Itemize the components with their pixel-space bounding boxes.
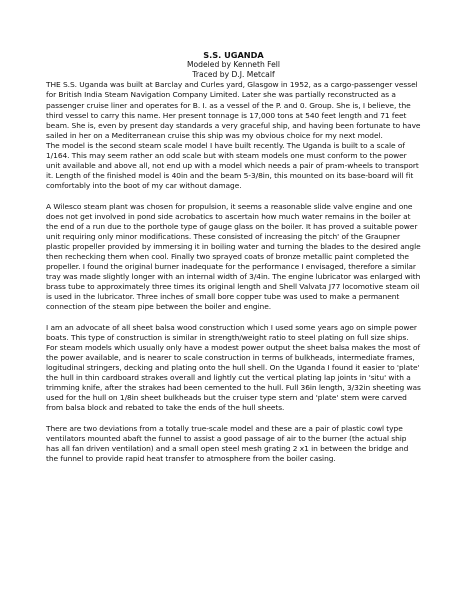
byline-traced: Traced by D.J. Metcalf: [192, 70, 275, 80]
paragraph-steam-plant: A Wilesco steam plant was chosen for propulsion, it seems a reasonable slide valve engine and one does not get involved in pond side acrobatics to ascertain how much water remains in the boiler at the end of a run due to the porthole type of gauge glass on the boiler. It has proved a suitable power unit requiring only minor modifications. These consisted of increasing the pitch' of the Graupner plastic propeller provided by immersing it in boiling water and turning the blades to the desired angle then rechecking them when cool. Finally two sprayed coats of bronze metallic paint completed the propeller. I found the original burner inadequate for the performance I envisaged, therefore a similar tray was made slightly longer with an internal width of 3/4in. The engine lubricator was enlarged with brass tube to approximately three times its original length and Shell Valvata J77 locomotive steam oil is used in the lubricator. Three inches of small bore copper tube was used to make a permanent connection of the steam pipe between the boiler and engine.: [46, 201, 421, 312]
byline-modeled: Modeled by Kenneth Fell: [186, 60, 281, 70]
document-page: [46, 50, 421, 464]
paragraph-deviations: There are two deviations from a totally true-scale model and these are a pair of plastic cowl type ventilators mounted abaft the funnel to assist a good passage of air to the burner (the actual ship has all fan driven ventilation) and a small open steel mesh grating 2 x1 in between the bridge and the funnel to provide rapid heat transfer to atmosphere from the boiler casing.: [46, 423, 409, 463]
paragraph-history: THE S.S. Uganda was built at Barclay and Curles yard, Glasgow in 1952, as a cargo-passenger vessel for British India Steam Navigation Company Limited. Later she was partially reconstructed as a passenger cruise liner and operates for B. I. as a vessel of the P. and 0. Group. She is, I believe, the third vessel to carry this name. Her present tonnage is 17,000 tons at 540 feet length and 71 feet beam. She is, even by present day standards a very graceful ship, and having been fortunate to have sailed in her on a Mediterranean cruise this ship was my obvious choice for my next model.: [46, 80, 421, 140]
paragraph-scale: The model is the second steam scale model I have built recently. The Uganda is built to a scale of 1/164. This may seem rather an odd scale but with steam models one must conform to the power unit available and above all, not end up with a model which needs a pair of pram-wheels to transport it. Length of the finished model is 40in and the beam 5-3/8in, this mounted on its base-board will fit comfortably into the boot of my car without damage.: [46, 140, 419, 191]
document-title: S.S. UGANDA: [203, 50, 264, 60]
paragraph-construction: I am an advocate of all sheet balsa wood construction which I used some years ago on simple power boats. This type of construction is similar in strength/weight ratio to steel plating on full size ships. For steam models which usually only have a modest power output the sheet balsa makes the most of the power available, and is nearer to scale construction in terms of bulkheads, intermediate frames, logitudinal stringers, decking and plating onto the hull shell. On the Uganda I found it easier to 'plate' the hull in thin cardboard strakes overall and lightly cut the vertical plating lap joints in 'situ' with a trimming knife, after the strakes had been cemented to the hull. Full 36in length, 3/32in sheeting was used for the hull on 1/8in sheet bulkheads but the cruiser type stern and 'plate' stem were carved from balsa block and rebated to take the ends of the hull sheets.: [46, 322, 421, 413]
